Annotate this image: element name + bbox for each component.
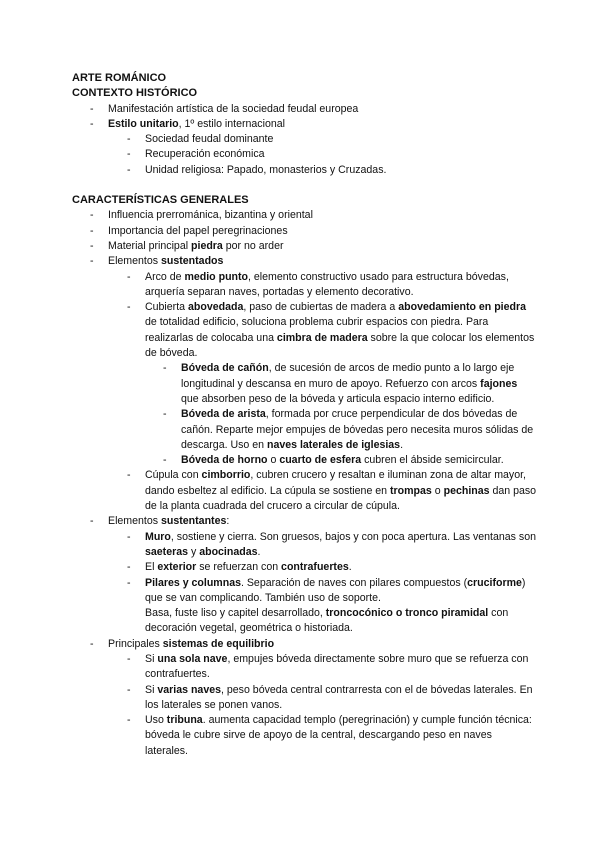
list-item: - Bóveda de horno o cuarto de esfera cubren el ábside semicircular. bbox=[163, 454, 504, 467]
list-item: - El exterior se refuerzan con contrafuertes. bbox=[127, 561, 352, 574]
list-item: - Elementos sustentados bbox=[90, 255, 224, 268]
list-item: - Elementos sustentantes: bbox=[90, 515, 230, 528]
list-item: - Si una sola nave, empujes bóveda directamente sobre muro que se refuerza con contrafuertes. bbox=[127, 652, 529, 681]
list-item: - Bóveda de cañón, de sucesión de arcos de medio punto a lo largo eje longitudinal y descansa en muro de apoyo. Refuerzo con arcos fajones que absorben peso de la bóveda y articula espacio interno edificio. bbox=[163, 362, 518, 405]
list-item: - Recuperación económica bbox=[127, 148, 265, 161]
list-item: - Principales sistemas de equilibrio bbox=[90, 637, 275, 650]
document-title: ARTE ROMÁNICO bbox=[72, 72, 167, 84]
section-heading-characteristics: CARACTERÍSTICAS GENERALES bbox=[72, 194, 249, 207]
list-item: - Pilares y columnas. Separación de naves con pilares compuestos (cruciforme) que se van complicando. También uso de soporte. Basa, fuste liso y capitel desarrollado, troncocónico o tronco piramidal con decoración vegetal, geométrica o historiada. bbox=[127, 576, 526, 635]
list-item: - Manifestación artística de la sociedad feudal europea bbox=[90, 102, 359, 115]
list-item: - Sociedad feudal dominante bbox=[127, 133, 274, 146]
list-item: - Cúpula con cimborrio, cubren crucero y resaltan e iluminan zona de altar mayor, dando esbeltez al edificio. La cúpula se sostiene en trompas o pechinas dan paso de la planta cuadrada del crucero a circular de cúpula. bbox=[127, 469, 537, 513]
list-item: - Unidad religiosa: Papado, monasterios y Cruzadas. bbox=[127, 163, 387, 176]
list-item: - Estilo unitario, 1º estilo internacional bbox=[90, 117, 285, 130]
list-item: - Uso tribuna. aumenta capacidad templo (peregrinación) y cumple función técnica: bóveda le cubre sirve de apoyo de la central, descargando peso en naves laterales. bbox=[127, 714, 532, 757]
list-item: - Si varias naves, peso bóveda central contrarresta con el de bóvedas laterales. En los laterales se ponen vanos. bbox=[127, 683, 533, 711]
list-item: - Influencia prerrománica, bizantina y oriental bbox=[90, 209, 313, 222]
list-item: - Cubierta abovedada, paso de cubiertas de madera a abovedamiento en piedra de totalidad edificio, soluciona problema cubrir espacios con piedra. Para realizarlas de colocaba una cimbra de madera sobre la que colocar los elementos de bóveda. bbox=[127, 301, 535, 360]
list-item: - Material principal piedra por no arder bbox=[90, 239, 284, 252]
list-item: - Muro, sostiene y cierra. Son gruesos, bajos y con poca apertura. Las ventanas son saeteras y abocinadas. bbox=[127, 530, 536, 558]
list-item: - Bóveda de arista, formada por cruce perpendicular de dos bóvedas de cañón. Reparte mejor empujes de bóvedas pero necesita muros sólidas de descarga. Uso en naves laterales de iglesias. bbox=[163, 408, 534, 451]
document-page bbox=[72, 71, 537, 759]
list-item: - Arco de medio punto, elemento constructivo usado para estructura bóvedas, arquería separan naves, portadas y elemento decorativo. bbox=[127, 270, 509, 298]
list-item: - Importancia del papel peregrinaciones bbox=[90, 224, 288, 237]
section-heading-context: CONTEXTO HISTÓRICO bbox=[72, 87, 198, 100]
